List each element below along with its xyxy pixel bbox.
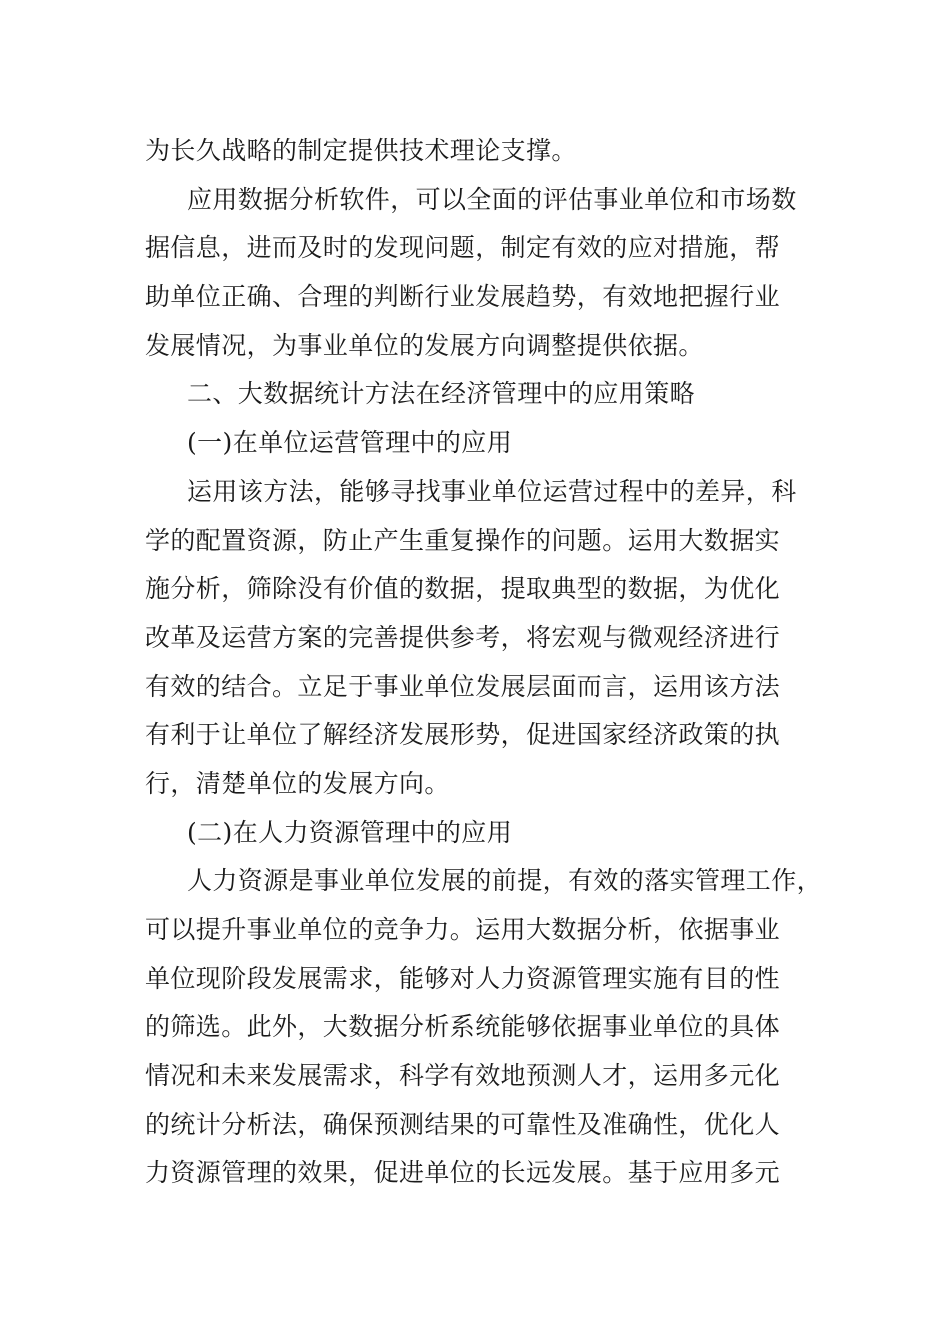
body-text: [145, 127, 823, 1198]
paragraph-line: 助单位正确、合理的判断行业发展趋势，有效地把握行业: [145, 282, 781, 312]
paragraph-line: 有利于让单位了解经济发展形势，促进国家经济政策的执: [145, 720, 781, 750]
paragraph-line: 有效的结合。立足于事业单位发展层面而言，运用该方法: [145, 671, 781, 701]
paragraph-continuation-line: 为长久战略的制定提供技术理论支撑。: [145, 136, 577, 165]
paragraph-line: 力资源管理的效果，促进单位的长远发展。基于应用多元: [145, 1158, 781, 1188]
paragraph-line: 施分析，筛除没有价值的数据，提取典型的数据，为优化: [145, 574, 781, 604]
paragraph-line: 可以提升事业单位的竞争力。运用大数据分析，依据事业: [145, 915, 781, 944]
paragraph-line: 行，清楚单位的发展方向。: [145, 768, 450, 798]
paragraph-line: 运用该方法，能够寻找事业单位运营过程中的差异，科: [187, 476, 797, 506]
paragraph-line: 情况和未来发展需求，科学有效地预测人才，运用多元化: [145, 1061, 781, 1091]
paragraph-line: 学的配置资源，防止产生重复操作的问题。运用大数据实: [145, 525, 781, 555]
paragraph-line: 应用数据分析软件，可以全面的评估事业单位和市场数: [187, 184, 797, 214]
section-heading: 二、大数据统计方法在经济管理中的应用策略: [187, 379, 696, 409]
paragraph-line: 的筛选。此外，大数据分析系统能够依据事业单位的具体: [145, 1012, 781, 1042]
paragraph-line: 人力资源是事业单位发展的前提，有效的落实管理工作，: [187, 866, 823, 896]
paragraph-line: 单位现阶段发展需求，能够对人力资源管理实施有目的性: [145, 963, 781, 993]
paragraph-line: 据信息，进而及时的发现问题，制定有效的应对措施，帮: [145, 233, 781, 263]
subsection-heading: (二)在人力资源管理中的应用: [187, 817, 513, 847]
paragraph-line: 改革及运营方案的完善提供参考，将宏观与微观经济进行: [145, 622, 781, 652]
paragraph-line: 的统计分析法，确保预测结果的可靠性及准确性，优化人: [145, 1109, 781, 1139]
paragraph-line: 发展情况，为事业单位的发展方向调整提供依据。: [145, 330, 704, 360]
subsection-heading: (一)在单位运营管理中的应用: [187, 428, 513, 458]
